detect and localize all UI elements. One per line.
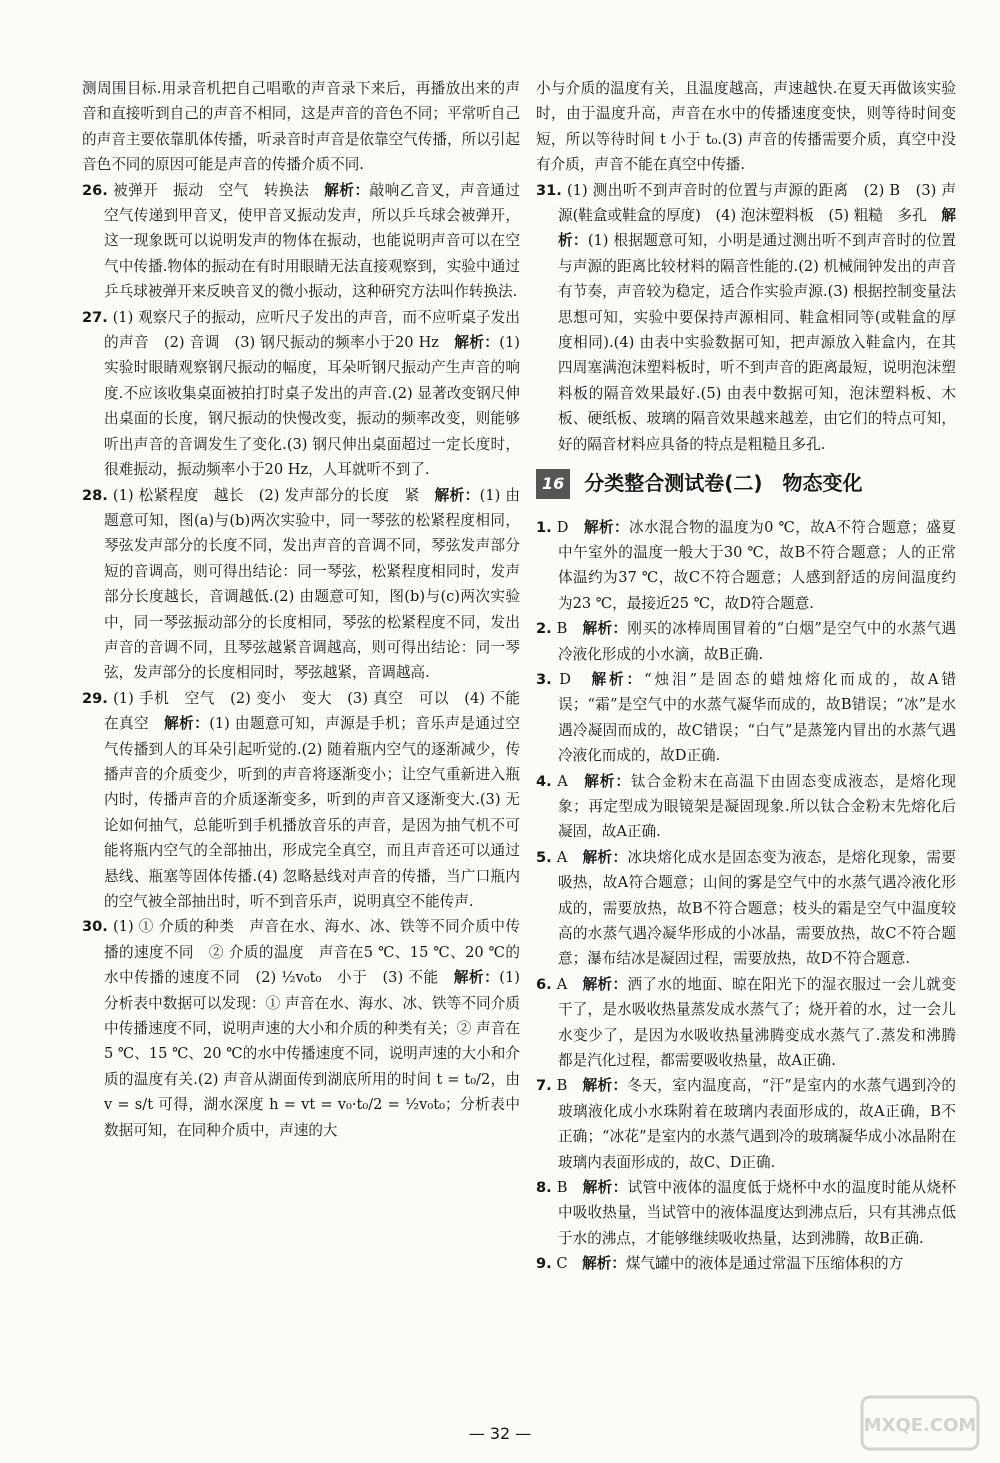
answer: A	[557, 772, 568, 790]
section-title: 分类整合测试卷(二) 物态变化	[584, 471, 863, 496]
analysis-label: 解析：	[434, 486, 480, 504]
analysis-label: 解析：	[584, 772, 631, 790]
analysis-label: 解析：	[558, 207, 956, 250]
analysis-label: 解析：	[583, 518, 629, 536]
analysis-text: “烛泪”是固态的蜡烛熔化而成的，故A错误；“霜”是空气中的水蒸气凝华而成的，故B错误；“冰”是水遇冷凝固而成的，故C错误；“白气”是蒸笼内冒出的水蒸气遇冷液化而成的，故D正确.	[558, 670, 956, 765]
analysis-text: (1) 由题意可知，声源是手机；音乐声是通过空气传播到人的耳朵引起听觉的.(2) 随着瓶内空气的逐渐减少，传播声音的介质变少，听到的声音将逐渐变小；让空气重新进入瓶内时，传播声音的介质逐渐变多，听到的声音又逐渐变大.(3) 无论如何抽气，总能听到手机播放音乐的声音，是因为抽气机不可能将瓶内空气的全部抽出，形成完全真空，而且声音还可以通过悬线、瓶塞等固体传播.(4) 忽略悬线对声音的传播，当广口瓶内的空气被全部抽出时，听不到音乐声，说明真空不能传声.	[104, 715, 520, 910]
question-31	[536, 178, 956, 457]
analysis-label: 解析：	[582, 1255, 626, 1273]
question-26	[82, 178, 520, 305]
analysis-text: 冰水混合物的温度为0 ℃，故A不符合题意；盛夏中午室外的温度一般大于30 ℃，故B不符合题意；人的正常体温约为37 ℃，故C不符合题意；人感到舒适的房间温度约为23 ℃，最接近25 ℃，故D符合题意.	[558, 518, 956, 612]
analysis-label: 解析：	[582, 975, 628, 993]
analysis-text: 敲响乙音叉，声音通过空气传递到甲音叉，使甲音叉振动发声，所以乒乓球会被弹开，这一现象既可以说明发声的物体在振动，也能说明声音可以在空气中传播.物体的振动在有时用眼睛无法直接观察到，实验中通过乒乓球被弹开来反映音叉的微小振动，这种研究方法叫作转换法.	[104, 181, 520, 301]
question-number: 2.	[536, 620, 552, 638]
answer: (1) 观察尺子的振动，应听尺子发出的声音，而不应听桌子发出的声音 (2) 音调 (3) 钢尺振动的频率小于20 Hz	[104, 308, 520, 352]
question-29	[82, 686, 520, 915]
analysis-text: (1) 实验时眼睛观察钢尺振动的幅度，耳朵听钢尺振动产生声音的响度.不应该收集桌面被拍打时桌子发出的声音.(2) 显著改变钢尺伸出桌面的长度，钢尺振动的快慢改变，振动的频率改变，则能够听出声音的音调发生了变化.(3) 钢尺伸出桌面超过一定长度时，很难振动，振动频率小于20 Hz，人耳就听不到了.	[104, 334, 520, 479]
answer-item	[536, 972, 956, 1074]
q25-tail: 测周围目标.用录音机把自己唱歌的声音录下来后，再播放出来的声音和直接听到自己的声音不相同，这是声音的音色不同；平常听自己的声音主要依靠肌体传播，听录音时声音是依靠空气传播，所以引起音色不同的原因可能是声音的传播介质不同.	[82, 80, 520, 174]
question-number: 5.	[536, 848, 552, 866]
answer: (1) 测出听不到声音时的位置与声源的距离 (2) B (3) 声源(鞋盒或鞋盒的厚度) (4) 泡沫塑料板 (5) 粗糙 多孔	[558, 181, 956, 225]
analysis-label: 解析：	[454, 334, 500, 352]
question-number: 30.	[82, 918, 108, 936]
question-27	[82, 305, 520, 483]
question-number: 3.	[536, 670, 552, 688]
q30-tail: 小与介质的温度有关，且温度越高，声速越快.在夏天再做该实验时，由于温度升高，声音在水中的传播速度变快，则等待时间变短，所以等待时间 t 小于 t₀.(3) 声音的传播需要介质，真空中没有介质，声音不能在真空中传播.	[536, 80, 956, 174]
answer-item	[536, 845, 956, 972]
answer-item	[536, 616, 956, 667]
analysis-text: (1) 由题意可知，图(a)与(b)两次实验中，同一琴弦的松紧程度相同，琴弦发声部分的长度不同，发出声音的音调不同，琴弦发声部分短的音调高，则可得出结论：同一琴弦，松紧程度相同时，发声部分长度越长，音调越低.(2) 由题意可知，图(b)与(c)两次实验中，同一琴弦振动部分的长度相同，琴弦的松紧程度不同，发出声音的音调不同，且琴弦越紧音调越高，则可得出结论：同一琴弦，发声部分的长度相同时，琴弦越紧，音调越高.	[104, 486, 520, 682]
analysis-label: 解析：	[582, 620, 628, 638]
answer-item	[536, 667, 956, 769]
answer: A	[556, 975, 568, 993]
answer: C	[556, 1255, 568, 1273]
analysis-label: 解析：	[453, 969, 500, 987]
question-30	[82, 914, 520, 1143]
question-number: 9.	[536, 1255, 552, 1273]
question-number: 7.	[536, 1077, 552, 1095]
question-28	[82, 483, 520, 686]
answer-item	[536, 515, 956, 617]
question-number: 8.	[536, 1179, 552, 1197]
page-number: — 32 —	[468, 1424, 532, 1443]
question-number: 1.	[536, 518, 552, 536]
right-column	[536, 76, 956, 1277]
analysis-text: 冰块熔化成水是固态变为液态，是熔化现象，需要吸热，故A符合题意；山间的雾是空气中的水蒸气遇冷液化形成的，需要放热，故B不符合题意；枝头的霜是空气中温度较高的水蒸气遇冷凝华形成的小冰晶，需要放热，故C不符合题意；瀑布结冰是凝固过程，需要放热，故D不符合题意.	[558, 848, 956, 968]
analysis-text: 刚买的冰棒周围冒着的“白烟”是空气中的水蒸气遇冷液化形成的小水滴，故B正确.	[558, 620, 956, 663]
answer: (1) 手机 空气 (2) 变小 变大 (3) 真空 可以 (4) 不能在真空	[104, 689, 521, 733]
answer: (1) 松紧程度 越长 (2) 发声部分的长度 紧	[112, 486, 420, 504]
analysis-text: 洒了水的地面、晾在阳光下的湿衣服过一会儿就变干了，是水吸收热量蒸发成水蒸气了；烧开着的水，过一会儿水变少了，是因为水吸收热量沸腾变成水蒸气了.蒸发和沸腾都是汽化过程，都需要吸收热量，故A正确.	[558, 975, 956, 1070]
analysis-label: 解析：	[582, 848, 628, 866]
analysis-text: 煤气罐中的液体是通过常温下压缩体积的方	[625, 1255, 904, 1273]
question-number: 26.	[82, 181, 108, 199]
question-number: 29.	[82, 689, 108, 707]
question-number: 28.	[82, 486, 108, 504]
analysis-label: 解析：	[582, 1179, 628, 1197]
analysis-text: 冬天，室内温度高，“汗”是室内的水蒸气遇到冷的玻璃液化成小水珠附着在玻璃内表面形成的，故A正确，B不正确；“冰花”是室内的水蒸气遇到冷的玻璃凝华成小冰晶附在玻璃内表面形成的，故C、D正确.	[558, 1077, 956, 1171]
answer: D	[556, 518, 569, 536]
answer: B	[556, 1179, 568, 1197]
answer: B	[556, 620, 568, 638]
watermark-logo	[860, 1395, 980, 1451]
analysis-text: (1) 根据题意可知，小明是通过测出听不到声音时的位置与声源的距离比较材料的隔音性能的.(2) 机械闹钟发出的声音有节奏，声音较为稳定，适合作实验声源.(3) 根据控制变量法思想可知，实验中要保持声源相同、鞋盒相同等(或鞋盒的厚度相同).(4) 由表中实验数据可知，把声源放入鞋盒内，在其四周塞满泡沫塑料板时，听不到声音的距离最短，说明泡沫塑料板的隔音效果最好.(5) 由表中数据可知，泡沫塑料板、木板、硬纸板、玻璃的隔音效果越来越差，由它们的特点可知，好的隔音材料应具备的特点是粗糙且多孔.	[558, 232, 956, 453]
question-number: 4.	[536, 772, 552, 790]
answer-item	[536, 1251, 956, 1276]
analysis-text: (1) 分析表中数据可以发现：① 声音在水、海水、冰、铁等不同介质中传播速度不同，说明声速的大小和介质的种类有关；② 声音在5 ℃、15 ℃、20 ℃的水中传播速度不同，说明声速的大小和介质的温度有关.(2) 声音从湖面传到湖底所用的时间 t = t₀/2，由 v = s/t 可得，湖水深度 h = vt = v₀·t₀/2 = ½v₀t₀；分析表中数据可知，在同种介质中，声速的大	[104, 969, 520, 1139]
analysis-text: 试管中液体的温度低于烧杯中水的温度时能从烧杯中吸收热量，当试管中的液体温度达到沸点后，只有其沸点低于水的沸点，才能够继续吸收热量，达到沸腾，故B正确.	[558, 1179, 956, 1247]
answer-item	[536, 1175, 956, 1251]
analysis-label: 解析：	[582, 1077, 628, 1095]
question-number: 27.	[82, 308, 108, 326]
answer: A	[556, 848, 568, 866]
answer-item	[536, 769, 956, 845]
answer: B	[556, 1077, 568, 1095]
analysis-label: 解析：	[591, 670, 645, 688]
analysis-text: 钛合金粉末在高温下由固态变成液态，是熔化现象；再定型成为眼镜架是凝固现象.所以钛合金粉末先熔化后凝固，故A正确.	[558, 772, 956, 841]
answer: 被弹开 振动 空气 转换法	[113, 181, 310, 199]
section-number-badge: 16	[536, 469, 570, 498]
answer-list	[536, 515, 956, 1277]
answer-item	[536, 1073, 956, 1175]
question-number: 6.	[536, 975, 552, 993]
answer: D	[559, 670, 571, 688]
section-heading	[536, 469, 956, 498]
answer: (1) ① 介质的种类 声音在水、海水、冰、铁等不同介质中传播的速度不同 ② 介质的温度 声音在5 ℃、15 ℃、20 ℃的水中传播的速度不同 (2) ½v₀t₀ 小于 (3) 不能	[104, 918, 521, 987]
question-number: 31.	[536, 181, 562, 199]
analysis-label: 解析：	[324, 181, 370, 199]
analysis-label: 解析：	[164, 715, 210, 733]
left-column	[82, 76, 520, 1143]
svg-text:MXQE.COM: MXQE.COM	[863, 1415, 977, 1436]
